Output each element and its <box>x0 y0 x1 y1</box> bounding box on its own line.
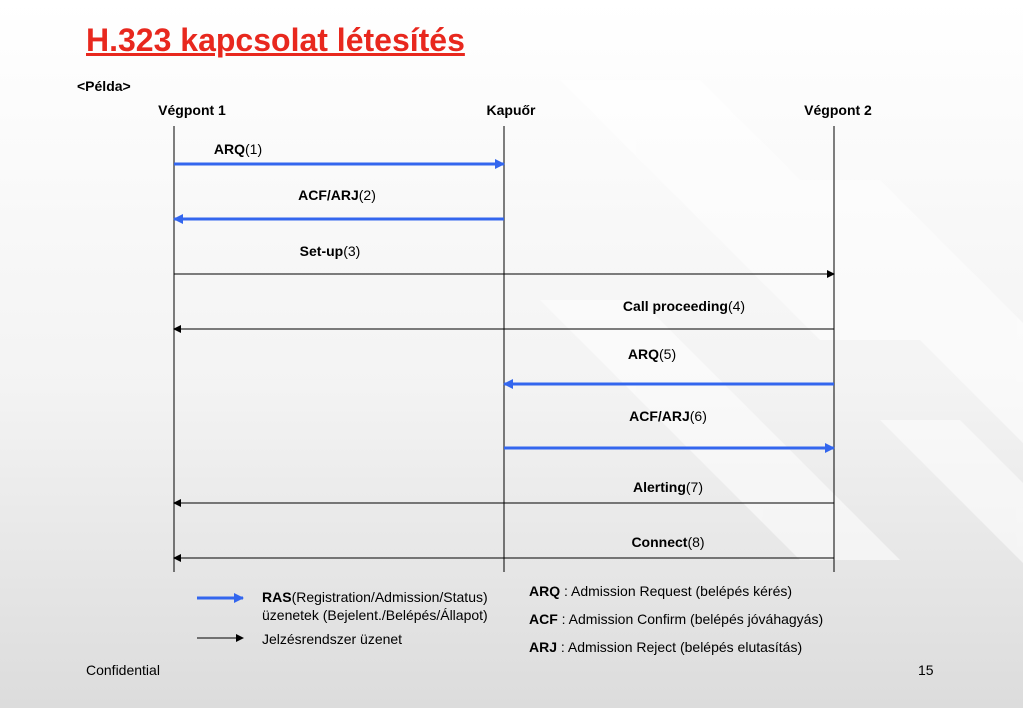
legend-ras-line2: üzenetek (Bejelent./Belépés/Állapot) <box>262 607 488 623</box>
message-number: (1) <box>245 141 263 157</box>
message-name: Alerting <box>632 479 686 495</box>
participant-endpoint1: Végpont 1 <box>158 102 226 118</box>
message-name: Set-up <box>299 243 344 259</box>
abbr-acf <box>529 611 823 627</box>
page-number: 15 <box>918 662 934 678</box>
message-name: ARQ <box>213 141 245 157</box>
message-label-8 <box>631 534 704 550</box>
message-label-5 <box>628 346 676 362</box>
example-label: <Példa> <box>77 78 131 94</box>
abbr-arq <box>529 583 792 599</box>
message-number: (6) <box>689 408 707 424</box>
abbr-arq-desc: : Admission Request (belépés kérés) <box>560 583 793 599</box>
message-number: (5) <box>659 346 677 362</box>
participant-gatekeeper: Kapuőr <box>486 102 536 118</box>
message-number: (7) <box>685 479 704 495</box>
page-title: H.323 kapcsolat létesítés <box>86 22 465 58</box>
message-label-6 <box>629 408 707 424</box>
message-label-2 <box>298 187 376 203</box>
message-name: ACF/ARJ <box>629 408 690 424</box>
legend-signal-text: Jelzésrendszer üzenet <box>262 631 403 647</box>
message-name: ARQ <box>627 346 659 362</box>
abbr-arj-desc: : Admission Reject (belépés elutasítás) <box>557 639 803 655</box>
message-name: ACF/ARJ <box>298 187 359 203</box>
message-number: (4) <box>727 298 746 314</box>
legend-ras-line1 <box>262 589 488 605</box>
participant-endpoint2: Végpont 2 <box>804 102 872 118</box>
message-label-3 <box>300 243 361 259</box>
message-name: Connect <box>631 534 688 550</box>
footer-confidential: Confidential <box>86 662 160 678</box>
message-number: (2) <box>358 187 376 203</box>
message-label-7 <box>633 479 703 495</box>
message-number: (8) <box>687 534 705 550</box>
message-name: Call proceeding <box>622 298 728 314</box>
legend-ras-text: (Registration/Admission/Status) <box>291 589 488 605</box>
message-number: (3) <box>343 243 361 259</box>
abbr-acf-desc: : Admission Confirm (belépés jóváhagyás) <box>557 611 824 627</box>
legend-ras-bold: RAS <box>262 589 292 605</box>
abbr-arj-term: ARJ <box>529 639 558 655</box>
abbr-arq-term: ARQ <box>529 583 561 599</box>
abbr-arj <box>529 639 802 655</box>
message-label-4 <box>623 298 745 314</box>
message-label-1 <box>214 141 262 157</box>
abbr-acf-term: ACF <box>529 611 558 627</box>
